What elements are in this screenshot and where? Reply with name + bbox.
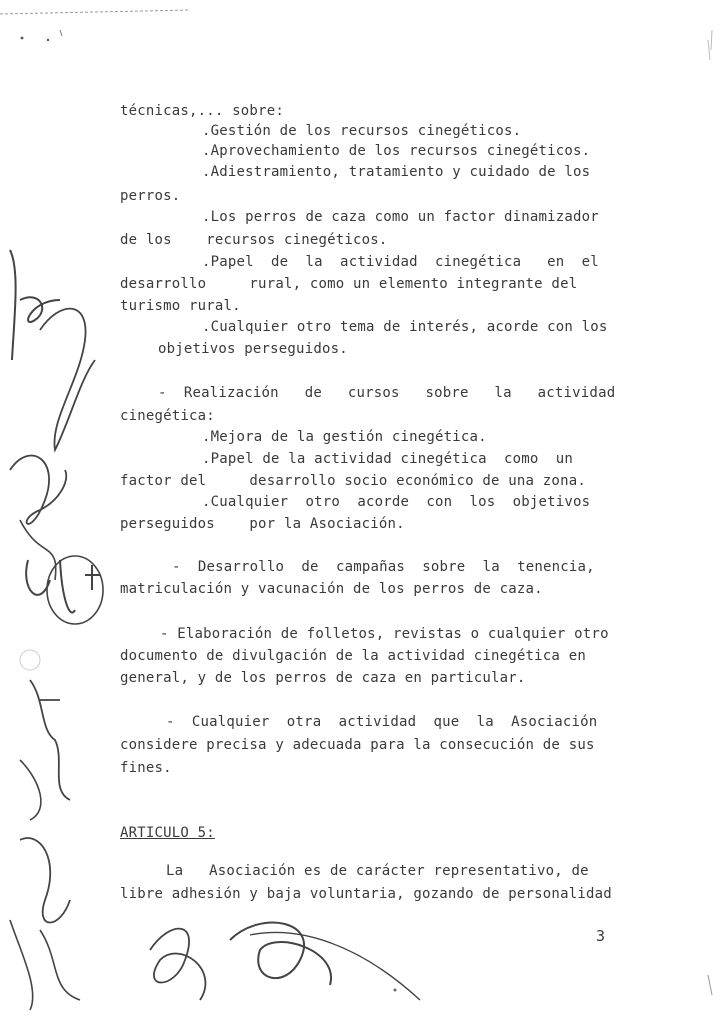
- text-line: considere precisa y adecuada para la consecución de sus: [120, 737, 595, 753]
- text-line: - Elaboración de folletos, revistas o cualquier otro: [160, 626, 609, 642]
- text-line: turismo rural.: [120, 298, 241, 314]
- page-number: 3: [596, 927, 606, 945]
- text-line: desarrollo rural, como un elemento integrante del: [120, 276, 578, 292]
- text-line: matriculación y vacunación de los perros de caza.: [120, 581, 543, 597]
- text-line: técnicas,... sobre:: [120, 103, 284, 119]
- text-line: .Cualquier otro tema de interés, acorde con los: [202, 319, 608, 335]
- text-line: .Cualquier otro acorde con los objetivos: [202, 494, 591, 510]
- text-line: .Adiestramiento, tratamiento y cuidado de los: [202, 164, 591, 180]
- text-line: objetivos perseguidos.: [158, 341, 348, 357]
- text-line: .Los perros de caza como un factor dinamizador: [202, 209, 599, 225]
- text-line: .Papel de la actividad cinegética como un: [202, 451, 574, 467]
- text-line: perros.: [120, 188, 181, 204]
- text-line: .Gestión de los recursos cinegéticos.: [202, 123, 522, 139]
- text-line: - Desarrollo de campañas sobre la tenencia,: [172, 559, 595, 575]
- text-line: de los recursos cinegéticos.: [120, 232, 388, 248]
- text-line: .Aprovechamiento de los recursos cinegéticos.: [202, 143, 591, 159]
- text-line: fines.: [120, 760, 172, 776]
- text-line: perseguidos por la Asociación.: [120, 516, 405, 532]
- text-line: .Mejora de la gestión cinegética.: [202, 429, 487, 445]
- text-line: libre adhesión y baja voluntaria, gozando de personalidad: [120, 886, 612, 902]
- text-line: factor del desarrollo socio económico de una zona.: [120, 473, 586, 489]
- text-line: La Asociación es de carácter representativo, de: [166, 863, 589, 879]
- text-line: general, y de los perros de caza en particular.: [120, 670, 526, 686]
- article-heading: ARTICULO 5:: [120, 825, 215, 841]
- text-line: .Papel de la actividad cinegética en el: [202, 254, 599, 270]
- text-line: cinegética:: [120, 408, 215, 424]
- text-line: - Cualquier otra actividad que la Asociación: [166, 714, 598, 730]
- text-line: documento de divulgación de la actividad cinegética en: [120, 648, 586, 664]
- text-line: - Realización de cursos sobre la actividad: [158, 385, 616, 401]
